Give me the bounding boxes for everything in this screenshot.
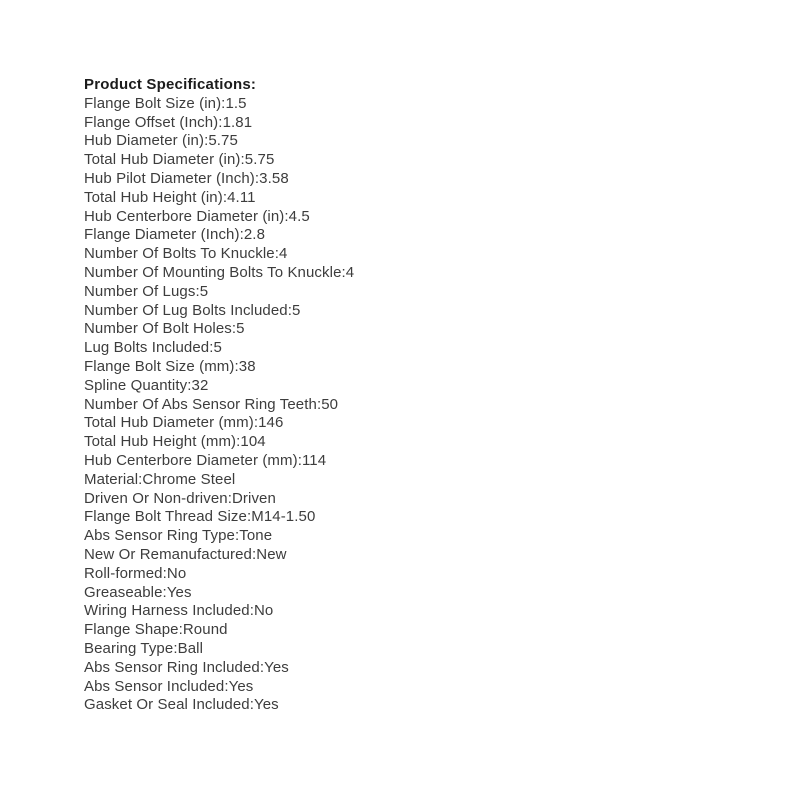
spec-value: 5.75: [208, 132, 238, 150]
spec-row: [84, 339, 354, 358]
spec-row: [84, 358, 354, 377]
spec-row: [84, 377, 354, 396]
spec-row: [84, 283, 354, 302]
spec-value: Yes: [228, 677, 254, 695]
spec-value: 3.58: [259, 169, 289, 187]
spec-value: 114: [301, 451, 327, 469]
spec-label: Total Hub Height (in):: [84, 188, 228, 206]
spec-value: Yes: [254, 696, 279, 714]
spec-value: 50: [321, 395, 339, 413]
spec-label: Total Hub Diameter (in):: [84, 151, 245, 169]
spec-list: [84, 95, 354, 715]
spec-value: No: [253, 602, 274, 620]
spec-value: Driven: [231, 489, 276, 507]
spec-label: Hub Centerbore Diameter (mm):: [84, 451, 302, 469]
spec-heading: Product Specifications:: [84, 76, 257, 93]
spec-label: Flange Bolt Thread Size:: [84, 508, 252, 526]
spec-label: New Or Remanufactured:: [84, 545, 257, 563]
spec-value: Round: [182, 621, 228, 639]
spec-value: 1.5: [225, 94, 247, 112]
spec-label: Hub Pilot Diameter (Inch):: [84, 169, 260, 187]
spec-row: [84, 696, 354, 715]
spec-label: Total Hub Diameter (mm):: [84, 414, 259, 432]
spec-label: Gasket Or Seal Included:: [84, 696, 254, 714]
spec-row: [84, 414, 354, 433]
spec-value: Ball: [177, 639, 204, 657]
spec-value: New: [256, 545, 287, 563]
spec-label: Number Of Lug Bolts Included:: [84, 301, 293, 319]
spec-value: 4.11: [227, 188, 256, 206]
spec-value: 38: [238, 357, 256, 375]
spec-label: Abs Sensor Ring Type:: [84, 527, 240, 545]
spec-value: Chrome Steel: [142, 470, 236, 488]
spec-label: Flange Offset (Inch):: [84, 113, 223, 131]
spec-label: Abs Sensor Included:: [84, 677, 229, 695]
spec-row: [84, 471, 354, 490]
spec-row: [84, 170, 354, 189]
spec-row: [84, 433, 354, 452]
spec-value: No: [166, 564, 187, 582]
spec-row: [84, 490, 354, 509]
spec-value: M14-1.50: [251, 508, 316, 526]
spec-label: Bearing Type:: [84, 639, 178, 657]
spec-row: [84, 508, 354, 527]
spec-label: Greaseable:: [84, 583, 167, 601]
spec-value: 5: [236, 320, 245, 338]
spec-row: [84, 132, 354, 151]
spec-row: [84, 208, 354, 227]
spec-label: Number Of Bolts To Knuckle:: [84, 245, 280, 263]
spec-row: [84, 640, 354, 659]
spec-value: Yes: [166, 583, 192, 601]
spec-value: 4: [345, 263, 355, 281]
spec-row: [84, 151, 354, 170]
spec-label: Wiring Harness Included:: [84, 602, 254, 620]
spec-label: Flange Diameter (Inch):: [84, 226, 244, 244]
spec-label: Flange Shape:: [84, 621, 183, 639]
spec-row: [84, 396, 354, 415]
spec-row: [84, 527, 354, 546]
spec-label: Driven Or Non-driven:: [84, 489, 232, 507]
spec-value: 1.81: [222, 113, 253, 131]
spec-value: 146: [258, 414, 284, 432]
spec-value: 2.8: [243, 226, 266, 244]
spec-label: Hub Centerbore Diameter (in):: [84, 207, 289, 225]
spec-label: Number Of Abs Sensor Ring Teeth:: [84, 395, 322, 413]
spec-row: [84, 264, 354, 283]
spec-block: [84, 76, 354, 715]
spec-value: 32: [191, 376, 209, 394]
spec-row: [84, 95, 354, 114]
spec-label: Roll-formed:: [84, 564, 167, 582]
spec-value: Tone: [239, 527, 273, 545]
spec-value: 5: [199, 282, 209, 300]
spec-label: Hub Diameter (in):: [84, 132, 209, 150]
spec-value: 4: [279, 245, 288, 263]
spec-label: Number Of Mounting Bolts To Knuckle:: [84, 263, 346, 281]
spec-row: [84, 546, 354, 565]
spec-row: [84, 565, 354, 584]
spec-label: Number Of Bolt Holes:: [84, 320, 237, 338]
spec-value: 5.75: [244, 151, 275, 169]
spec-row: [84, 602, 354, 621]
spec-label: Spline Quantity:: [84, 376, 192, 394]
spec-row: [84, 114, 354, 133]
spec-label: Material:: [84, 470, 143, 488]
spec-row: [84, 189, 354, 208]
spec-label: Abs Sensor Ring Included:: [84, 658, 265, 676]
spec-label: Number Of Lugs:: [84, 282, 200, 300]
spec-label: Flange Bolt Size (mm):: [84, 357, 239, 375]
spec-row: [84, 245, 354, 264]
spec-label: Lug Bolts Included:: [84, 339, 214, 357]
spec-row: [84, 226, 354, 245]
spec-row: [84, 678, 354, 697]
spec-value: 5: [292, 301, 301, 319]
spec-row: [84, 452, 354, 471]
spec-value: 5: [213, 339, 222, 357]
spec-value: 4.5: [288, 207, 310, 225]
spec-label: Total Hub Height (mm):: [84, 433, 241, 451]
spec-value: 104: [240, 433, 266, 451]
spec-row: [84, 584, 354, 603]
spec-row: [84, 302, 354, 321]
spec-label: Flange Bolt Size (in):: [84, 94, 226, 112]
spec-row: [84, 659, 354, 678]
spec-row: [84, 320, 354, 339]
spec-row: [84, 621, 354, 640]
spec-value: Yes: [264, 658, 289, 676]
